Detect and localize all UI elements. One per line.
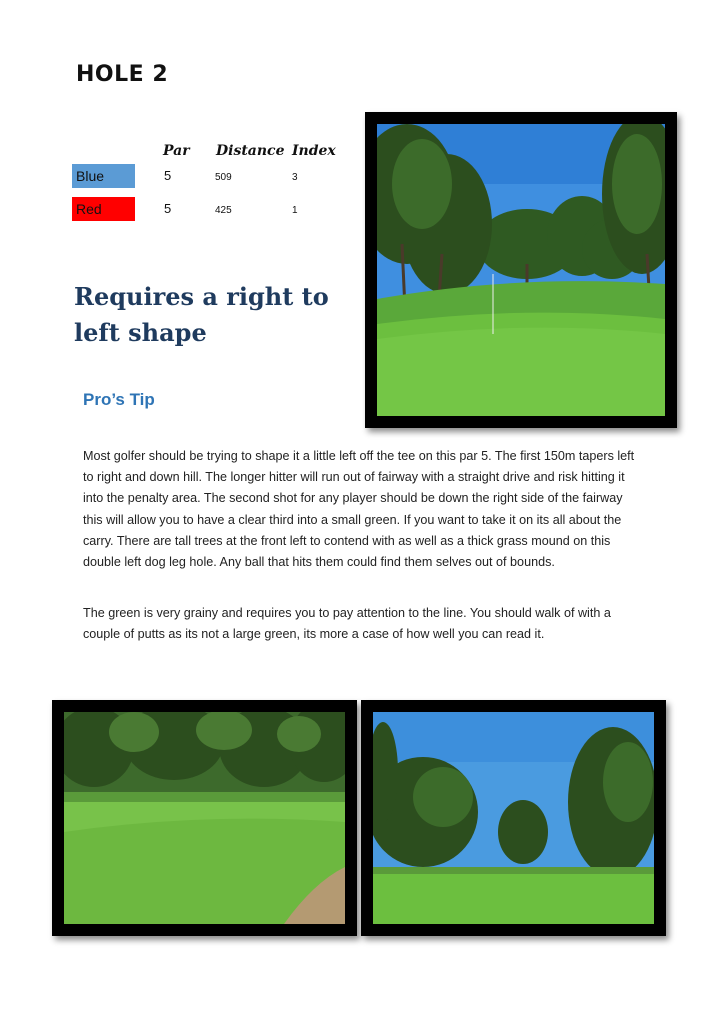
tee-blue-label: Blue — [72, 164, 135, 188]
hole-headline: Requires a right to left shape — [74, 282, 329, 347]
distance-header: Distance — [216, 143, 285, 159]
blue-distance-value: 509 — [215, 172, 232, 183]
green-photo — [365, 112, 677, 428]
tree-line-photo — [361, 700, 666, 936]
hole-title: HOLE 2 — [76, 62, 169, 87]
blue-index-value: 3 — [292, 172, 298, 183]
tee-red-label: Red — [72, 197, 135, 221]
par-header: Par — [163, 143, 190, 159]
tip-paragraph-2: The green is very grainy and requires you to pay attention to the line. You should walk of with a couple of putts as its not a large green, its more a case of how well you can read it. — [83, 606, 611, 642]
tip-paragraph-1: Most golfer should be trying to shape it a little left off the tee on this par 5. The first 150m tapers left to right and down hill. The longer hitter will run out of fairway with a straight drive and risk hitting it into the penalty area. The second shot for any player should be down the right side of the fairway this will allow you to have a clear third into a small green. If you want to take it on its all about the carry. There are tall trees at the front left to contend with as well as a thick grass mound on this double left dog leg hole. Any ball that hits them could find them selves out of bounds. — [83, 449, 635, 570]
blue-par-value: 5 — [164, 168, 172, 183]
index-header: Index — [292, 143, 336, 159]
red-index-value: 1 — [292, 205, 298, 216]
red-distance-value: 425 — [215, 205, 232, 216]
pros-tip-title: Pro’s Tip — [83, 390, 155, 409]
fairway-photo — [52, 700, 357, 936]
red-par-value: 5 — [164, 201, 172, 216]
